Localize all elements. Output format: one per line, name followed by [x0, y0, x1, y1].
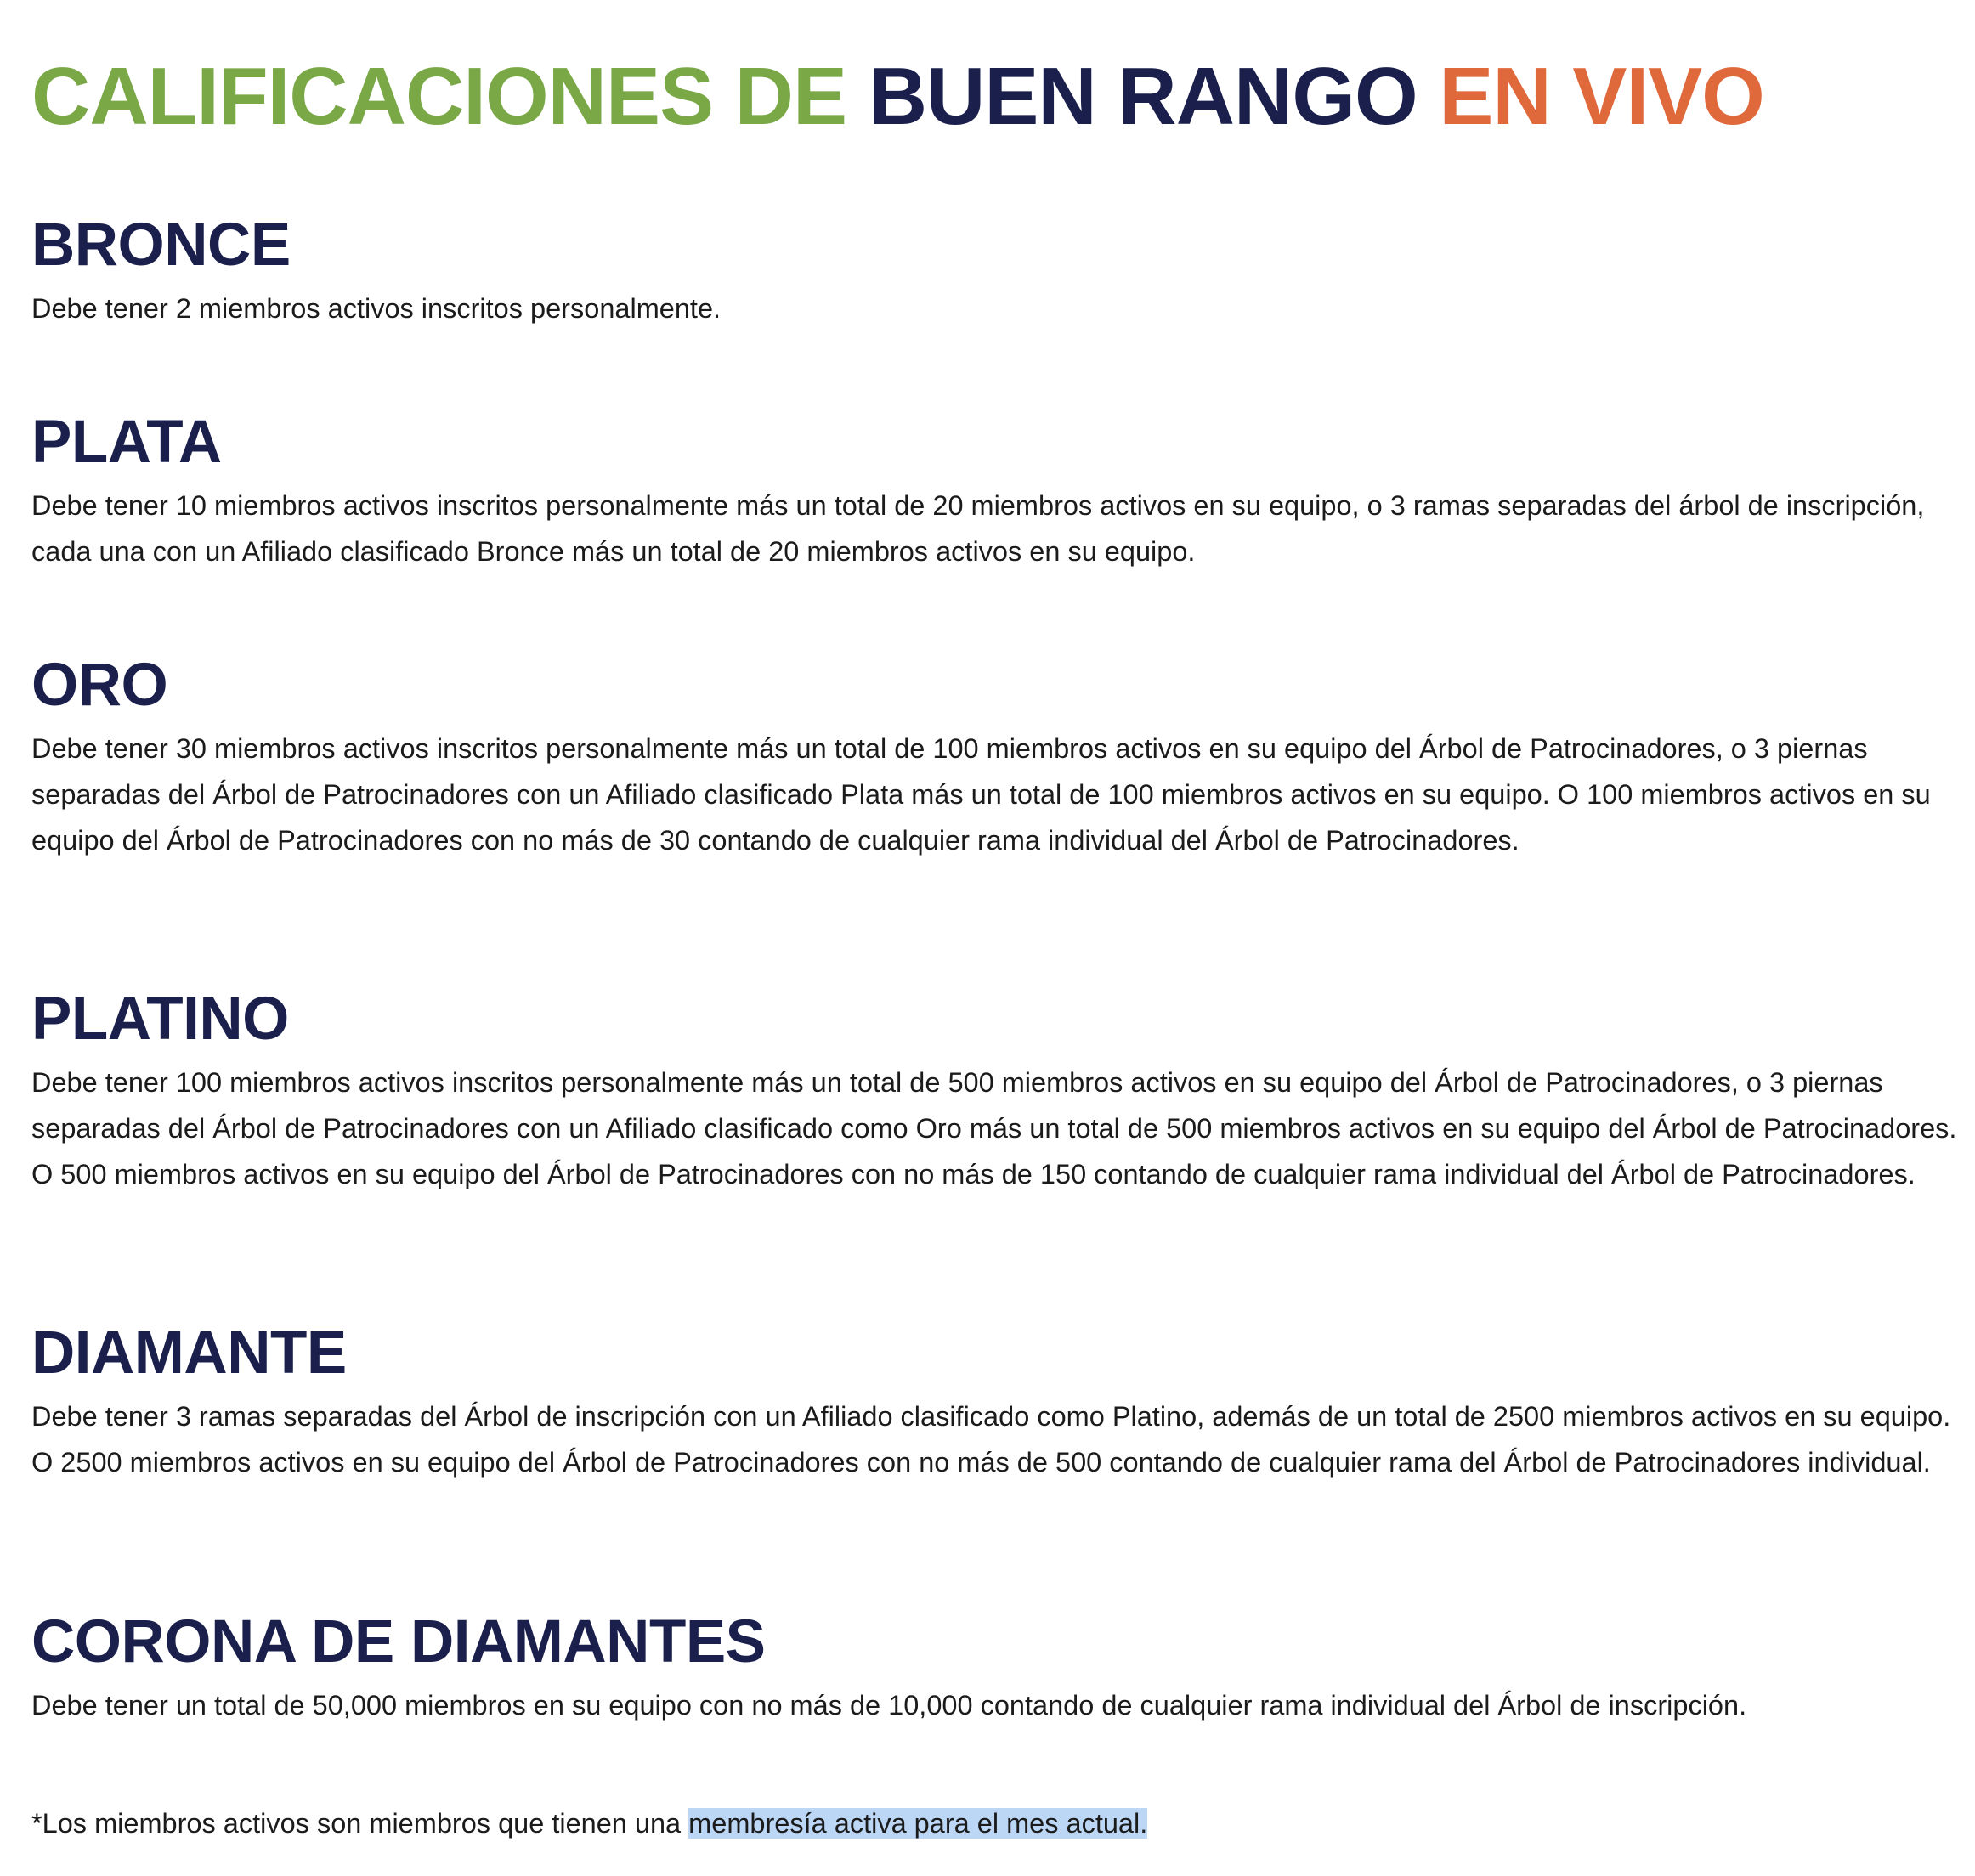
rank-section-platino — [31, 983, 1961, 1197]
rank-heading: PLATA — [31, 409, 222, 476]
rank-description: Debe tener 2 miembros activos inscritos personalmente. — [31, 293, 722, 324]
active-members-footnote — [31, 1800, 1147, 1846]
title-part-navy: BUEN RANGO — [868, 51, 1418, 142]
rank-section-bronce — [31, 209, 1961, 331]
rank-section-corona-de-diamantes — [31, 1606, 1961, 1728]
rank-heading: PLATINO — [31, 986, 289, 1053]
footnote-selected-text[interactable]: membresía activa para el mes actual. — [688, 1808, 1148, 1839]
rank-description: Debe tener 100 miembros activos inscritos personalmente más un total de 500 miembros activos en su equipo del Árbol de Patrocinadores, o 3 piernas separadas del Árbol de Patrocinadores con un Afiliado clasificado como Oro más un total de 500 miembros activos en su equipo del Árbol de Patrocinadores. O 500 miembros activos en su equipo del Árbol de Patrocinadores con no más de 150 contando de cualquier rama individual del Árbol de Patrocinadores. — [31, 1067, 1957, 1189]
title-part-green: CALIFICACIONES DE — [31, 51, 847, 142]
rank-section-diamante — [31, 1317, 1961, 1485]
page-title — [31, 46, 1764, 148]
title-part-orange: EN VIVO — [1439, 51, 1764, 142]
rank-heading: CORONA DE DIAMANTES — [31, 1608, 766, 1675]
rank-heading: DIAMANTE — [31, 1319, 347, 1387]
rank-heading: ORO — [31, 652, 168, 719]
rank-description: Debe tener 10 miembros activos inscritos personalmente más un total de 20 miembros activos en su equipo, o 3 ramas separadas del árbol de inscripción, cada una con un Afiliado clasificado Bronce más un total de 20 miembros activos en su equipo. — [31, 490, 1925, 567]
rank-heading: BRONCE — [31, 212, 291, 279]
rank-description: Debe tener 30 miembros activos inscritos personalmente más un total de 100 miembros activos en su equipo del Árbol de Patrocinadores, o 3 piernas separadas del Árbol de Patrocinadores con un Afiliado clasificado Plata más un total de 100 miembros activos en su equipo. O 100 miembros activos en su equipo del Árbol de Patrocinadores con no más de 30 contando de cualquier rama individual del Árbol de Patrocinadores. — [31, 733, 1931, 856]
rank-description: Debe tener 3 ramas separadas del Árbol de inscripción con un Afiliado clasificado como Platino, además de un total de 2500 miembros activos en su equipo. O 2500 miembros activos en su equipo del Árbol de Patrocinadores con no más de 500 contando de cualquier rama del Árbol de Patrocinadores individual. — [31, 1401, 1951, 1478]
rank-section-oro — [31, 649, 1961, 863]
rank-description: Debe tener un total de 50,000 miembros en su equipo con no más de 10,000 contando de cualquier rama individual del Árbol de inscripción. — [31, 1690, 1747, 1721]
rank-section-plata — [31, 406, 1961, 574]
footnote-text: *Los miembros activos son miembros que tienen una — [31, 1808, 689, 1839]
